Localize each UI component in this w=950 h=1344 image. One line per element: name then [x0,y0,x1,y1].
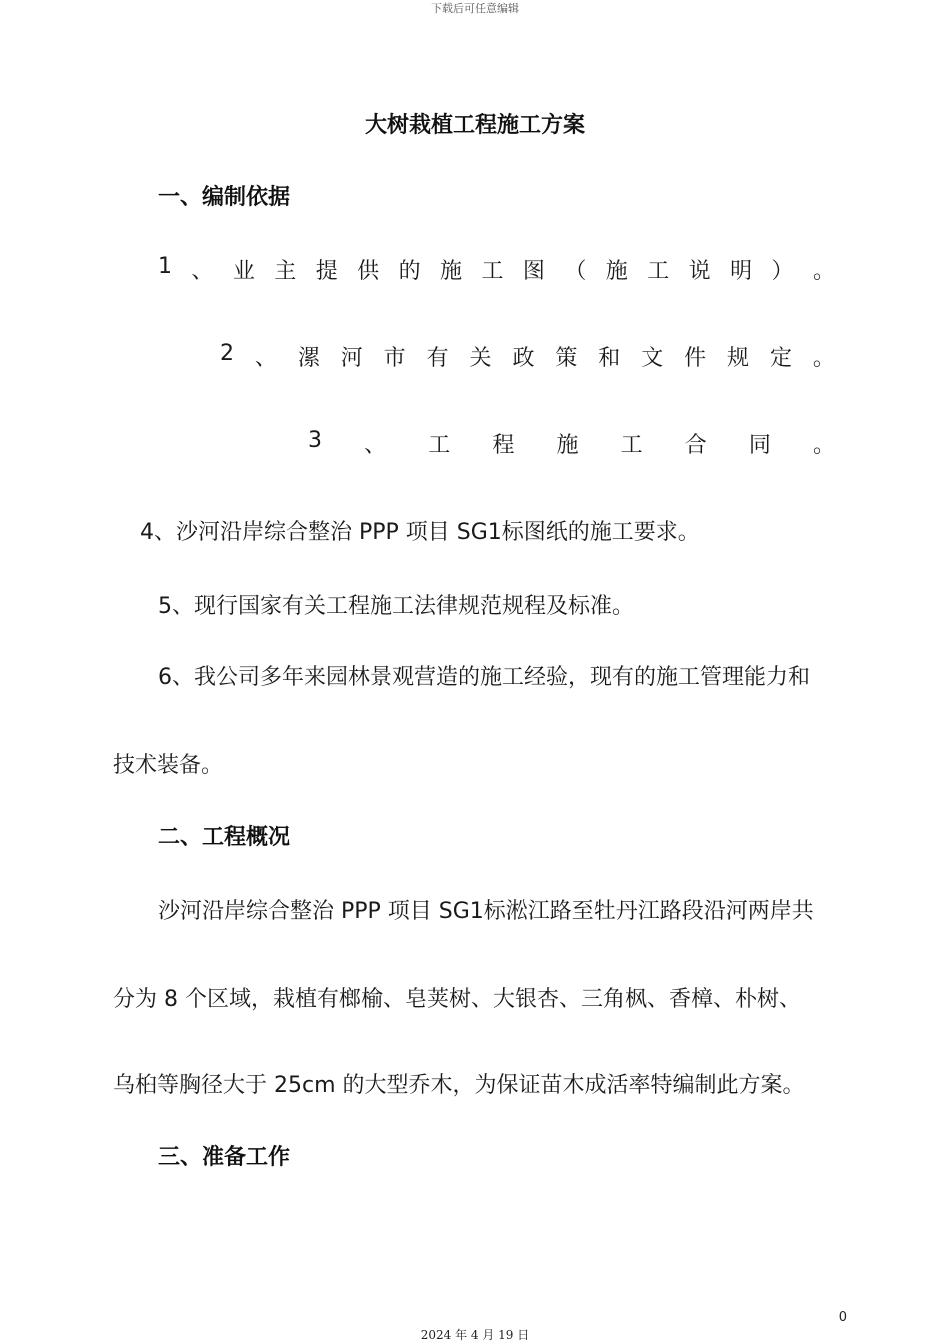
glyph: 同 [748,433,771,458]
glyph: （ [564,259,587,284]
glyph: 策 [555,346,578,371]
section-heading-basis: 一、编制依据 [158,185,291,210]
basis-item-2 [220,341,835,372]
glyph: 图 [522,259,545,284]
glyph: 合 [684,433,707,458]
glyph: 政 [512,346,535,371]
glyph: 市 [383,346,406,371]
glyph: 施 [440,259,463,284]
glyph: 施 [605,259,628,284]
glyph: ） [771,259,794,284]
glyph: 的 [398,259,421,284]
header-note: 下载后可任意编辑 [431,2,519,15]
glyph: 施 [556,433,579,458]
glyph: 主 [274,259,297,284]
document-title: 大树栽植工程施工方案 [364,113,585,138]
glyph: 。 [812,346,835,371]
overview-line-2: 分为 8 个区域，栽植有榔榆、皂荚树、大银杏、三角枫、香樟、朴树、 [113,987,801,1012]
glyph: 明 [730,259,753,284]
glyph: 说 [688,259,711,284]
glyph: 程 [492,433,515,458]
glyph: 和 [598,346,621,371]
glyph: 1 [158,254,172,279]
glyph: 漯 [297,346,320,371]
basis-item-6-continued: 技术装备。 [113,753,224,778]
footer-date: 2024 年 4 月 19 日 [420,1328,530,1342]
glyph: 3 [308,428,322,453]
glyph: 。 [812,433,835,458]
basis-item-4: 4、沙河沿岸综合整治 PPP 项目 SG1标图纸的施工要求。 [140,520,700,545]
page-number: 0 [838,1310,847,1325]
glyph: 2 [220,341,234,366]
basis-item-5: 5、现行国家有关工程施工法律规范规程及标准。 [158,594,634,619]
section-heading-preparation: 三、准备工作 [158,1145,291,1170]
glyph: 。 [812,259,835,284]
glyph: 业 [232,259,255,284]
basis-item-3 [308,428,835,459]
glyph: 、 [364,433,387,458]
glyph: 工 [647,259,670,284]
overview-line-3: 乌桕等胸径大于 25cm 的大型乔木，为保证苗木成活率特编制此方案。 [113,1073,805,1098]
glyph: 件 [684,346,707,371]
glyph: 文 [641,346,664,371]
basis-item-6: 6、我公司多年来园林景观营造的施工经验，现有的施工管理能力和 [158,665,810,690]
glyph: 有 [426,346,449,371]
glyph: 提 [315,259,338,284]
basis-item-1 [158,254,835,285]
glyph: 关 [469,346,492,371]
glyph: 规 [727,346,750,371]
glyph: 供 [357,259,380,284]
glyph: 、 [191,259,214,284]
glyph: 河 [340,346,363,371]
glyph: 工 [620,433,643,458]
glyph: 、 [254,346,277,371]
glyph: 工 [428,433,451,458]
overview-line-1: 沙河沿岸综合整治 PPP 项目 SG1标淞江路至牡丹江路段沿河两岸共 [158,899,814,924]
glyph: 定 [769,346,792,371]
section-heading-overview: 二、工程概况 [158,825,291,850]
glyph: 工 [481,259,504,284]
